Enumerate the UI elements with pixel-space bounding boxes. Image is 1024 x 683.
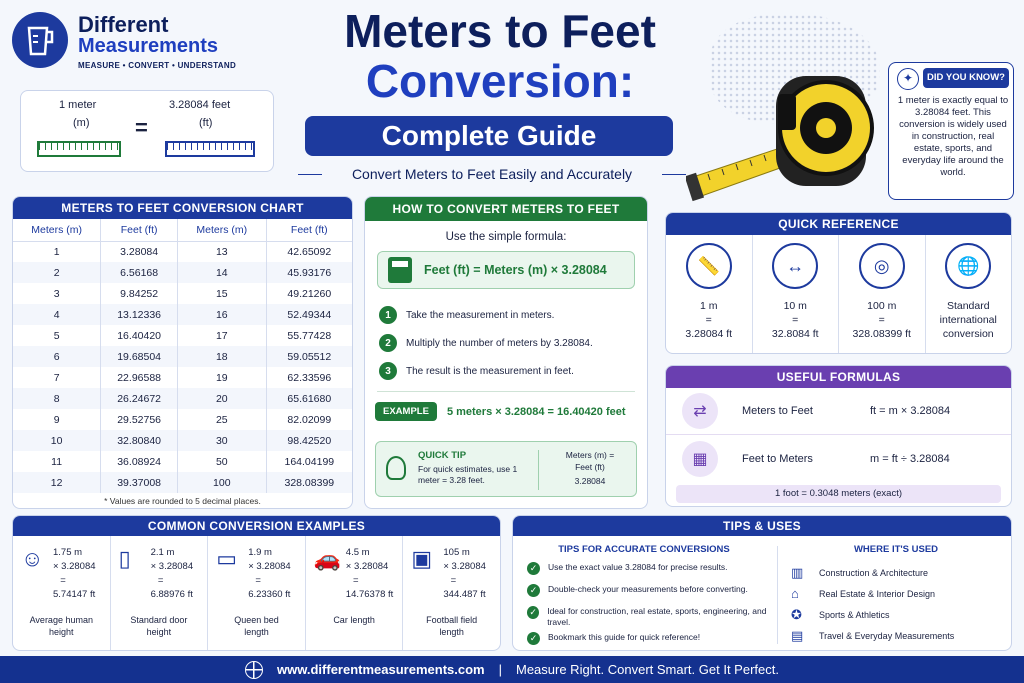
feet-cell: 6.56168	[101, 262, 178, 283]
meters-cell: 20	[177, 388, 266, 409]
quick-reference-line3: 3.28084 ft	[685, 328, 733, 340]
quick-tip-box	[375, 441, 637, 497]
tip-text: Bookmark this guide for quick reference!	[548, 632, 701, 642]
formula-row	[666, 388, 1011, 435]
tips-left-heading: TIPS FOR ACCURATE CONVERSIONS	[558, 544, 730, 555]
title-line1: Meters to Feet	[344, 5, 656, 57]
use-item	[791, 625, 1007, 646]
example-label: height	[49, 627, 74, 637]
example-row	[375, 402, 637, 421]
example-item	[13, 536, 111, 651]
steps-list	[379, 301, 633, 385]
quick-tip-right1: Meters (m) =	[565, 450, 615, 460]
quick-reference-line3: conversion	[942, 328, 994, 340]
feet-cell: 13.12336	[101, 304, 178, 325]
meters-cell: 13	[177, 241, 266, 262]
example-item	[403, 536, 500, 651]
tape-icon: ◎	[859, 243, 905, 289]
tip-text: Double-check your measurements before converting.	[548, 584, 748, 594]
formula-expr: m = ft ÷ 3.28084	[870, 452, 950, 465]
meters-cell: 11	[13, 451, 101, 472]
lightbulb-icon: ✦	[897, 68, 919, 90]
example-label: Queen bed	[234, 615, 279, 625]
meters-cell: 1	[13, 241, 101, 262]
use-text: Construction & Architecture	[819, 567, 929, 578]
formula-name: Meters to Feet	[742, 405, 813, 417]
use-text: Sports & Athletics	[819, 609, 890, 620]
feet-cell: 62.33596	[287, 371, 332, 384]
quick-reference-item	[926, 235, 1012, 353]
globe-icon: 🌐	[945, 243, 991, 289]
globe-icon	[245, 661, 263, 679]
footer-url[interactable]: www.differentmeasurements.com	[277, 662, 485, 677]
check-icon: ✓	[527, 584, 540, 597]
tip-item	[527, 632, 777, 645]
example-label: Car length	[333, 615, 375, 625]
tip-item	[527, 606, 777, 628]
calculator-icon	[388, 257, 412, 283]
tips-right-list	[791, 562, 1007, 646]
example-meters: 4.5 m	[345, 547, 370, 558]
table-row	[13, 451, 352, 472]
quick-tip-heading: QUICK TIP	[418, 450, 467, 461]
example-multiplier: × 3.28084	[53, 561, 96, 572]
tip-text: Ideal for construction, real estate, sports, engineering, and travel.	[547, 606, 767, 627]
examples-card	[12, 515, 501, 651]
how-to-heading: HOW TO CONVERT METERS TO FEET	[365, 197, 647, 221]
example-feet: 6.23360 ft	[248, 589, 291, 600]
examples-heading: COMMON CONVERSION EXAMPLES	[13, 516, 500, 536]
table-row	[13, 472, 352, 493]
quick-reference-item	[753, 235, 840, 353]
use-item	[791, 604, 1007, 625]
feet-cell: 3.28084	[101, 241, 178, 262]
meters-cell: 14	[177, 262, 266, 283]
tips-left-list	[527, 562, 777, 651]
example-label: Average human	[29, 615, 93, 625]
quick-reference-items	[666, 235, 1011, 353]
meters-cell: 2	[13, 262, 101, 283]
example-feet: 14.76378 ft	[345, 589, 394, 600]
example-label: Standard door	[130, 615, 188, 625]
feet-cell: 42.65092	[287, 245, 332, 258]
quick-reference-item	[666, 235, 753, 353]
feet-cell: 164.04199	[284, 455, 335, 468]
car-icon: 🚗	[313, 546, 342, 571]
house-icon: ⌂	[791, 586, 799, 601]
use-item	[791, 562, 1007, 583]
table-row	[13, 367, 352, 388]
example-label: height	[146, 627, 172, 637]
equality-right-value: 3.28084 feet	[169, 99, 231, 111]
conversion-chart-table	[13, 219, 352, 493]
did-you-know-card	[888, 62, 1014, 200]
meters-cell: 100	[177, 472, 266, 493]
person-icon: ☺	[21, 546, 44, 571]
quick-reference-line1: Standard	[946, 300, 990, 312]
formula-text: Feet (ft) = Meters (m) × 3.28084	[424, 263, 607, 277]
example-item	[208, 536, 306, 651]
feet-cell: 65.61680	[266, 388, 352, 409]
step-item	[379, 301, 633, 329]
equality-card	[20, 90, 274, 172]
meters-cell: 4	[13, 304, 101, 325]
feet-cell: 328.08399	[266, 472, 352, 493]
arrows-horizontal-icon: ↔	[772, 243, 818, 289]
example-label: Football field	[426, 615, 478, 625]
feet-cell: 49.21260	[287, 287, 332, 300]
example-feet: 6.88976 ft	[150, 589, 193, 600]
example-label: length	[439, 627, 464, 637]
formula-box	[377, 251, 635, 289]
col-header-feet: Feet (ft)	[101, 219, 178, 241]
quick-reference-line2: =	[792, 314, 799, 326]
useful-formulas-heading: USEFUL FORMULAS	[666, 366, 1011, 388]
how-to-card	[364, 196, 648, 509]
footer-separator: |	[498, 662, 502, 677]
example-equals: =	[157, 575, 164, 586]
feet-cell: 39.37008	[101, 472, 178, 493]
feet-cell: 9.84252	[101, 283, 178, 304]
example-text: 5 meters × 3.28084 = 16.40420 feet	[446, 405, 626, 418]
use-item	[791, 583, 1007, 604]
quick-reference-heading: QUICK REFERENCE	[666, 213, 1011, 235]
feet-cell: 16.40420	[101, 325, 178, 346]
step-number: 3	[379, 362, 397, 380]
step-text: Multiply the number of meters by 3.28084.	[406, 337, 593, 349]
bed-icon: ▭	[216, 546, 237, 571]
measuring-cup-icon	[25, 24, 55, 56]
check-icon: ✓	[527, 606, 539, 619]
lightbulb-icon	[386, 456, 406, 480]
formula-row	[666, 435, 1011, 482]
example-meters: 1.9 m	[248, 547, 272, 558]
formula-rows	[666, 388, 1011, 482]
did-you-know-text: 1 meter is exactly equal to 3.28084 feet. This conversion is widely used in construction, real estate, sports, and everyday life around the world.	[897, 95, 1009, 178]
table-row	[13, 388, 352, 409]
feet-cell: 29.52756	[101, 409, 178, 430]
formula-expr: ft = m × 3.28084	[870, 405, 951, 417]
meters-cell: 19	[177, 367, 266, 388]
step-item	[379, 329, 633, 357]
tips-right-heading: WHERE IT'S USED	[853, 544, 939, 555]
table-row	[13, 346, 352, 367]
divider	[377, 391, 635, 392]
football-field-icon: ▣	[411, 546, 433, 571]
feet-cell: 26.24672	[101, 388, 178, 409]
quick-reference-line2: =	[705, 314, 712, 326]
equality-right-unit: (ft)	[199, 117, 213, 129]
meters-cell: 5	[13, 325, 101, 346]
step-number: 1	[379, 306, 397, 324]
title-banner: Complete Guide	[305, 116, 673, 156]
use-text: Real Estate & Interior Design	[819, 588, 936, 599]
col-header-meters: Meters (m)	[177, 219, 266, 241]
example-feet: 5.74147 ft	[53, 589, 96, 600]
equality-left-unit: (m)	[73, 117, 90, 129]
quick-tip-text: For quick estimates, use 1 meter = 3.28 feet.	[418, 464, 518, 485]
feet-cell: 82.02099	[287, 413, 332, 426]
step-text: The result is the measurement in feet.	[406, 365, 574, 377]
equality-left-value: 1 meter	[59, 99, 97, 111]
rounding-note: * Values are rounded to 5 decimal places.	[104, 496, 261, 506]
building-icon: ▥	[791, 564, 804, 580]
brand-logo	[12, 12, 68, 68]
step-number: 2	[379, 334, 397, 352]
example-meters: 2.1 m	[150, 547, 175, 558]
feet-cell: 52.49344	[266, 304, 352, 325]
table-row	[13, 325, 352, 346]
example-multiplier: × 3.28084	[150, 561, 194, 572]
table-row	[13, 262, 352, 283]
table-row	[13, 430, 352, 451]
meters-cell: 25	[177, 409, 266, 430]
examples-row	[13, 536, 500, 651]
feet-cell: 55.77428	[287, 329, 332, 342]
step-item	[379, 357, 633, 385]
meters-cell: 7	[13, 367, 101, 388]
meters-cell: 10	[13, 430, 101, 451]
quick-tip-divider	[538, 450, 539, 490]
formula-name: Feet to Meters	[742, 452, 813, 465]
example-meters: 105 m	[443, 547, 470, 558]
meters-cell: 15	[177, 283, 266, 304]
example-equals: =	[450, 575, 457, 586]
meters-cell: 3	[13, 283, 101, 304]
example-equals: =	[255, 575, 261, 586]
example-equals: =	[60, 575, 66, 586]
quick-reference-line3: 32.8084 ft	[771, 328, 819, 340]
tips-divider	[777, 546, 778, 644]
quick-reference-line3: 328.08399 ft	[852, 328, 911, 340]
quick-reference-line1: 10 m	[783, 300, 807, 312]
example-equals: =	[353, 575, 359, 586]
conversion-chart-card	[12, 196, 353, 509]
door-icon: ▯	[118, 546, 131, 571]
col-header-feet: Feet (ft)	[266, 219, 352, 241]
subtitle-rule-right	[662, 174, 686, 175]
feet-cell: 98.42520	[266, 430, 352, 451]
meters-cell: 30	[177, 430, 266, 451]
tips-heading: TIPS & USES	[513, 516, 1011, 536]
check-icon: ✓	[527, 562, 540, 575]
meters-cell: 12	[13, 472, 101, 493]
quick-reference-card	[665, 212, 1012, 354]
example-meters: 1.75 m	[53, 547, 83, 558]
table-row	[13, 304, 352, 325]
quick-reference-item	[839, 235, 926, 353]
check-icon: ✓	[527, 632, 540, 645]
title-line2: Conversion:	[365, 55, 635, 107]
table-row	[13, 241, 352, 262]
step-text: Take the measurement in meters.	[406, 309, 555, 321]
feet-cell: 36.08924	[101, 451, 178, 472]
ruler-icon: 📏	[686, 243, 732, 289]
brand-tagline: MEASURE • CONVERT • UNDERSTAND	[78, 61, 237, 70]
equals-sign: =	[135, 115, 148, 140]
meters-cell: 16	[177, 304, 266, 325]
subtitle: Convert Meters to Feet Easily and Accurately	[351, 166, 633, 182]
example-badge: EXAMPLE	[375, 402, 437, 421]
quick-reference-line1: 100 m	[867, 300, 897, 312]
quick-reference-line2: =	[878, 314, 885, 326]
feet-cell: 22.96588	[101, 367, 178, 388]
meters-cell: 6	[13, 346, 101, 367]
meters-cell: 17	[177, 325, 266, 346]
example-label: length	[244, 627, 269, 637]
example-item	[111, 536, 209, 651]
meters-cell: 9	[13, 409, 101, 430]
example-multiplier: × 3.28084	[345, 561, 389, 572]
ruler-green	[37, 141, 121, 157]
how-to-intro: Use the simple formula:	[445, 231, 567, 243]
ruler-blue	[165, 141, 255, 157]
conversion-chart-heading: METERS TO FEET CONVERSION CHART	[13, 197, 352, 219]
quick-tip-right3: 3.28084	[574, 476, 606, 486]
meters-cell: 50	[177, 451, 266, 472]
footer-bar	[0, 656, 1024, 683]
table-row	[13, 409, 352, 430]
quick-reference-line2: international	[939, 314, 997, 326]
runner-icon: ✪	[791, 606, 802, 622]
example-feet: 344.487 ft	[443, 589, 486, 600]
meters-cell: 18	[177, 346, 266, 367]
tip-text: Use the exact value 3.28084 for precise results.	[548, 562, 728, 572]
tips-card	[512, 515, 1012, 651]
use-text: Travel & Everyday Measurements	[819, 630, 955, 641]
tape-measure-icon	[686, 66, 886, 202]
footer-slogan: Measure Right. Convert Smart. Get It Perfect.	[515, 662, 779, 677]
example-multiplier: × 3.28084	[248, 561, 291, 572]
brand-name-line1: Different	[78, 12, 169, 37]
col-header-meters: Meters (m)	[13, 219, 101, 241]
feet-cell: 59.05512	[266, 346, 352, 367]
subtitle-rule-left	[298, 174, 322, 175]
formula-footer: 1 foot = 0.3048 meters (exact)	[676, 485, 1001, 503]
tip-item	[527, 562, 777, 575]
tip-item	[527, 584, 777, 597]
quick-tip-right2: Feet (ft)	[575, 462, 605, 472]
did-you-know-heading: DID YOU KNOW?	[923, 68, 1009, 88]
feet-cell: 19.68504	[101, 346, 178, 367]
feet-cell: 45.93176	[266, 262, 352, 283]
quick-reference-line1: 1 m	[699, 300, 718, 312]
calculator-icon: ▦	[682, 441, 718, 477]
suitcase-icon: ▤	[791, 627, 804, 643]
table-row	[13, 283, 352, 304]
swap-arrows-icon: ⇄	[682, 393, 718, 429]
meters-cell: 8	[13, 388, 101, 409]
useful-formulas-card	[665, 365, 1012, 507]
feet-cell: 32.80840	[101, 430, 178, 451]
brand-name-line2: Measurements	[78, 35, 219, 57]
example-multiplier: × 3.28084	[443, 561, 486, 572]
example-item	[306, 536, 404, 651]
